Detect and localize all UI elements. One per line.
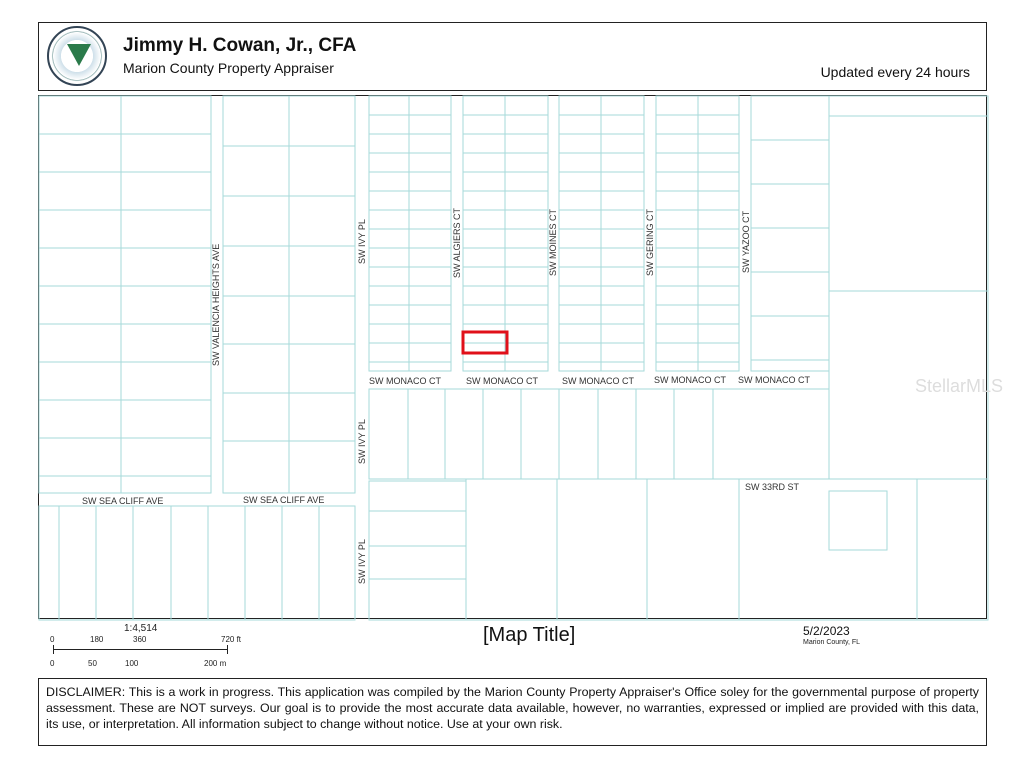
street-label: SW YAZOO CT xyxy=(741,210,751,273)
parcel-block xyxy=(369,389,829,479)
scale-tick-label: 720 ft xyxy=(221,635,242,644)
update-frequency: Updated every 24 hours xyxy=(820,64,970,80)
parcel-block xyxy=(829,96,988,479)
scale-tick-label: 200 m xyxy=(204,659,227,668)
parcel-block xyxy=(369,96,451,371)
street-label: SW MOINES CT xyxy=(548,209,558,276)
scale-tick-label: 50 xyxy=(88,659,97,668)
scale-line xyxy=(53,649,227,650)
map-county: Marion County, FL xyxy=(803,639,861,646)
header xyxy=(38,22,987,91)
street-label: SW MONACO CT xyxy=(466,376,538,386)
parcel-block xyxy=(829,491,887,550)
disclaimer: DISCLAIMER: This is a work in progress. This application was compiled by the Marion County Property Appraiser's Office soley for the governmental purpose of property assessment. These are NOT surveys. Our goal is to provide the most accurate data available, however, no warranties, expressed or implied are provided with this data, its use, or interpretation. All information subject to change without notice. Use at your own risk. xyxy=(38,678,987,746)
street-label: SW MONACO CT xyxy=(369,376,441,386)
map-date: 5/2/2023 xyxy=(803,624,850,638)
parcel-block xyxy=(466,479,988,620)
parcel-lines xyxy=(39,96,988,620)
parcel-block xyxy=(369,481,466,620)
street-label: SW IVY PL xyxy=(357,539,367,584)
parcel-block xyxy=(751,96,829,371)
street-label: SW MONACO CT xyxy=(654,375,726,385)
street-label: SW MONACO CT xyxy=(738,375,810,385)
street-label: SW SEA CLIFF AVE xyxy=(82,496,164,506)
street-label: SW VALENCIA HEIGHTS AVE xyxy=(211,243,221,366)
parcel-map[interactable] xyxy=(38,95,1004,619)
parcel-block xyxy=(39,96,211,493)
scale-tick-label: 100 xyxy=(125,659,139,668)
street-label: SW SEA CLIFF AVE xyxy=(243,495,325,505)
street-label: SW MONACO CT xyxy=(562,376,634,386)
stellarmls-watermark: StellarMLS xyxy=(915,376,1004,396)
scale-bar xyxy=(40,622,270,672)
scale-tick-label: 360 xyxy=(133,635,147,644)
street-label: SW ALGIERS CT xyxy=(452,207,462,278)
appraiser-name: Jimmy H. Cowan, Jr., CFA xyxy=(123,35,357,56)
office-name: Marion County Property Appraiser xyxy=(123,60,334,76)
street-label: SW GERING CT xyxy=(645,209,655,276)
scale-tick-label: 180 xyxy=(90,635,104,644)
parcel-block xyxy=(39,506,355,620)
street-label: SW IVY PL xyxy=(357,419,367,464)
map-title: [Map Title] xyxy=(483,624,576,646)
property-appraiser-seal-logo xyxy=(47,26,107,86)
scale-tick-label: 0 xyxy=(50,635,55,644)
street-label: SW IVY PL xyxy=(357,219,367,264)
scale-ratio: 1:4,514 xyxy=(124,623,158,634)
street-label: SW 33RD ST xyxy=(745,482,800,492)
scale-tick-label: 0 xyxy=(50,659,55,668)
